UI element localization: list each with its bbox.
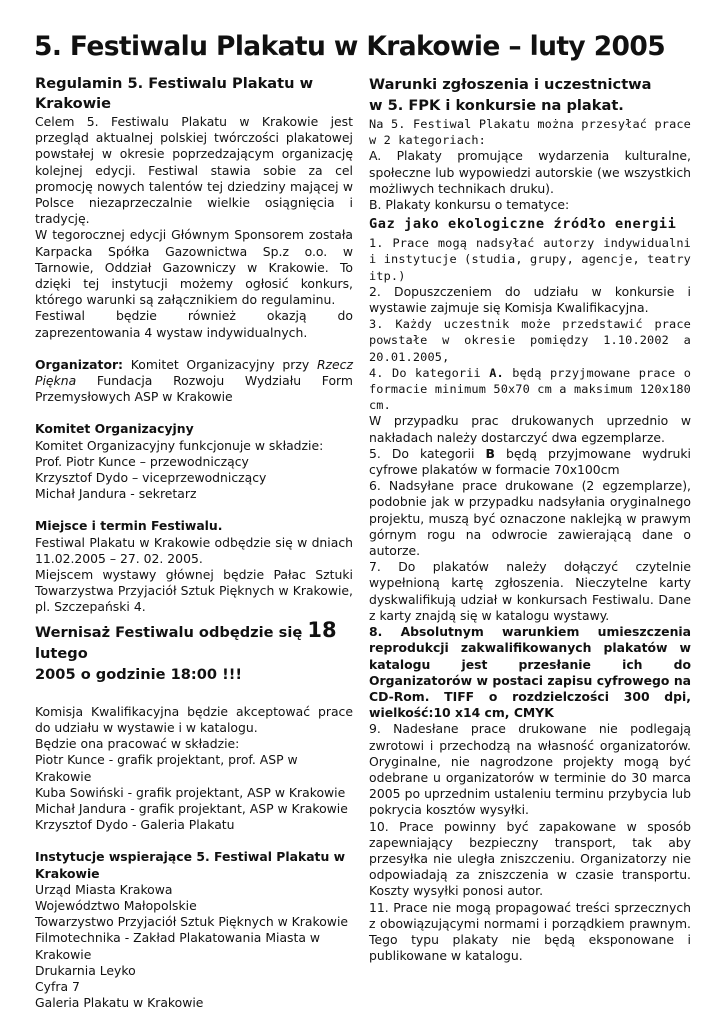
regulations-heading: Regulamin 5. Festiwalu Plakatu w Krakowie bbox=[35, 75, 314, 112]
vernissage-notice bbox=[35, 617, 353, 685]
rule-8: 8. Absolutnym warunkiem umieszczenia reprodukcji zakwalifikowanych plakatów w katalogu jest przesłanie ich do Organizatorów w postaci zapisu cyfrowego na CD-Rom. TIFF o rozdzielczości 300 dpi, wielkość:10 x14 cm, CMYK bbox=[369, 624, 691, 721]
rule-6: 6. Nadsyłane prace drukowane (2 egzemplarze), podobnie jak w przypadku nadsyłania oryginalnego projektu, muszą być oznaczone naklejką w prawym górnym rogu na odwrocie zawierającą dane o autorze. bbox=[369, 478, 691, 559]
place-heading: Miejsce i termin Festiwalu. bbox=[35, 518, 223, 534]
place-dates: Festiwal Plakatu w Krakowie odbędzie się w dniach 11.02.2005 – 27. 02. 2005. bbox=[35, 534, 353, 566]
rule-5 bbox=[369, 446, 691, 478]
rule-7: 7. Do plakatów należy dołączyć czytelnie wypełnioną kartę zgłoszenia. Nieczytelne karty dyskwalifikują udział w konkursach Festiwalu. Dane z karty znajdą się w katalogu wystawy. bbox=[369, 559, 691, 623]
category-b: B. Plakaty konkursu o tematyce: bbox=[369, 197, 570, 213]
jury-member: Michał Jandura - grafik projektant, ASP w Krakowie bbox=[35, 800, 348, 816]
rule-2: 2. Dopuszczeniem do udziału w konkursie i wystawie zajmuje się Komisja Kwalifikacyjna. bbox=[369, 283, 691, 316]
left-column bbox=[35, 74, 353, 1011]
committee-heading: Komitet Organizacyjny bbox=[35, 421, 194, 437]
supporter-item: Cyfra 7 bbox=[35, 978, 80, 994]
vernissage-pre: Wernisaż Festiwalu odbędzie się bbox=[35, 623, 303, 641]
intro-paragraph-1: Celem 5. Festiwalu Plakatu w Krakowie jest przegląd aktualnej polskiej twórczości plakatowej powstałej w okresie poprzedzającym organizację kolejnej edycji. Festiwal stawia sobie za cel promocję nowych talentów tej dziedziny mającej w Polsce niezaprzeczalnie wielkie osiągnięcia i tradycję. bbox=[35, 114, 353, 227]
conditions-intro: Na 5. Festiwal Plakatu można przesyłać prace w 2 kategoriach: bbox=[369, 117, 691, 148]
category-a: A. Plakaty promujące wydarzenia kulturalne, społeczne lub wypowiedzi autorskie (we wszystkich możliwych technikach druku). bbox=[369, 148, 691, 196]
right-column bbox=[369, 74, 691, 964]
jury-intro: Komisja Kwalifikacyjna będzie akceptować prace do udziału w wystawie i w katalogu. bbox=[35, 703, 353, 735]
rule-4 bbox=[369, 365, 691, 414]
supporter-item: Filmotechnika - Zakład Plakatowania Miasta w Krakowie bbox=[35, 930, 321, 962]
organizer-foundation: Fundacja Rozwoju Wydziału Form Przemysłowych ASP w Krakowie bbox=[35, 373, 353, 405]
intro-paragraph-2: W tegorocznej edycji Głównym Sponsorem została Karpacka Spółka Gazownictwa Sp.z o.o. w Tarnowie, Oddział Gazowniczy w Krakowie. To dzięki tej instytucji możemy ogłosić konkurs, którego warunki są załącznikiem do regulaminu. bbox=[35, 227, 353, 308]
jury-member: Kuba Sowiński - grafik projektant, ASP w Krakowie bbox=[35, 784, 346, 800]
committee-member: Prof. Piotr Kunce – przewodniczący bbox=[35, 453, 249, 469]
rule-11: 11. Prace nie mogą propagować treści sprzecznych z obowiązującymi normami i porządkiem prawnym. Tego typu plakaty nie będą eksponowane i publikowane w katalogu. bbox=[369, 899, 691, 964]
conditions-heading bbox=[369, 74, 691, 116]
jury-member: Piotr Kunce - grafik projektant, prof. ASP w Krakowie bbox=[35, 752, 298, 784]
rule-4-extra: W przypadku prac drukowanych uprzednio w nakładach należy dostarczyć dwa egzemplarze. bbox=[369, 413, 691, 445]
place-venue: Miejscem wystawy głównej będzie Pałac Sztuki Towarzystwa Przyjaciół Sztuk Pięknych w Krakowie, pl. Szczepański 4. bbox=[35, 567, 353, 615]
rule-1: 1. Prace mogą nadsyłać autorzy indywidualni i instytucje (studia, grupy, agencje, teatry itp.) bbox=[369, 236, 691, 283]
jury-lead: Będzie ona pracować w składzie: bbox=[35, 736, 240, 752]
rule-10: 10. Prace powinny być zapakowane w sposób zapewniający bezpieczny transport, tak aby przesyłka nie uległa zniszczeniu. Organizatorzy nie odpowiadają za zniszczenia w czasie transportu. Koszty wysyłki ponosi autor. bbox=[369, 818, 691, 899]
supporter-item: Towarzystwo Przyjaciół Sztuk Pięknych w Krakowie bbox=[35, 914, 349, 930]
conditions-heading-line-1: Warunki zgłoszenia i uczestnictwa bbox=[369, 76, 652, 93]
committee-member: Krzysztof Dydo – viceprzewodniczący bbox=[35, 470, 267, 486]
committee-member: Michał Jandura - sekretarz bbox=[35, 486, 197, 502]
rule-9: 9. Nadesłane prace drukowane nie podlegają zwrotowi i przechodzą na własność organizatorów. Oryginalne, nie nagrodzone projekty mogą być odebrane u organizatorów w terminie do 30 marca 2005 po uprzednim ustaleniu terminu przybycia lub pokrycia kosztów wysyłki. bbox=[369, 721, 691, 818]
committee-intro: Komitet Organizacyjny funkcjonuje w składzie: bbox=[35, 437, 324, 453]
rule-4-post: będą przyjmowane prace o formacie minimum 50x70 cm a maksimum 120x180 cm. bbox=[369, 365, 692, 413]
organizer-text: Komitet Organizacyjny przy bbox=[130, 356, 310, 372]
jury-member: Krzysztof Dydo - Galeria Plakatu bbox=[35, 817, 235, 833]
conditions-heading-line-2: w 5. FPK i konkursie na plakat. bbox=[369, 97, 624, 114]
vernissage-time: 2005 o godzinie 18:00 !!! bbox=[35, 665, 243, 683]
organizer-name-italic: Rzecz Piękna bbox=[35, 356, 353, 389]
page-title: 5. Festiwalu Plakatu w Krakowie – luty 2005 bbox=[34, 31, 666, 62]
supporter-item: Województwo Małopolskie bbox=[35, 897, 197, 913]
supporter-item: Drukarnia Leyko bbox=[35, 962, 136, 978]
supporter-item: Urząd Miasta Krakowa bbox=[35, 881, 173, 897]
vernissage-day: 18 bbox=[307, 617, 337, 642]
intro-paragraph-3: Festiwal będzie również okazją do zaprezentowania 4 wystaw indywidualnych. bbox=[35, 308, 353, 340]
rule-5-category: B bbox=[485, 445, 495, 461]
organizer-paragraph bbox=[35, 357, 353, 406]
supporter-item: Galeria Plakatu w Krakowie bbox=[35, 995, 204, 1011]
supporters-heading: Instytucje wspierające 5. Festiwal Plakatu w Krakowie bbox=[35, 849, 346, 881]
rule-3: 3. Każdy uczestnik może przedstawić prace powstałe w okresie pomiędzy 1.10.2002 a 20.01.2005, bbox=[369, 317, 691, 364]
rule-5-post: będą przyjmowane wydruki cyfrowe plakatów w formacie 70x100cm bbox=[369, 445, 691, 478]
vernissage-month: lutego bbox=[35, 644, 88, 662]
rule-4-pre: 4. Do kategorii bbox=[369, 365, 481, 380]
contest-theme: Gaz jako ekologiczne źródło energii bbox=[369, 216, 677, 233]
rule-4-category: A. bbox=[489, 365, 504, 380]
rule-5-pre: 5. Do kategorii bbox=[369, 445, 475, 461]
organizer-label: Organizator: bbox=[35, 356, 124, 372]
